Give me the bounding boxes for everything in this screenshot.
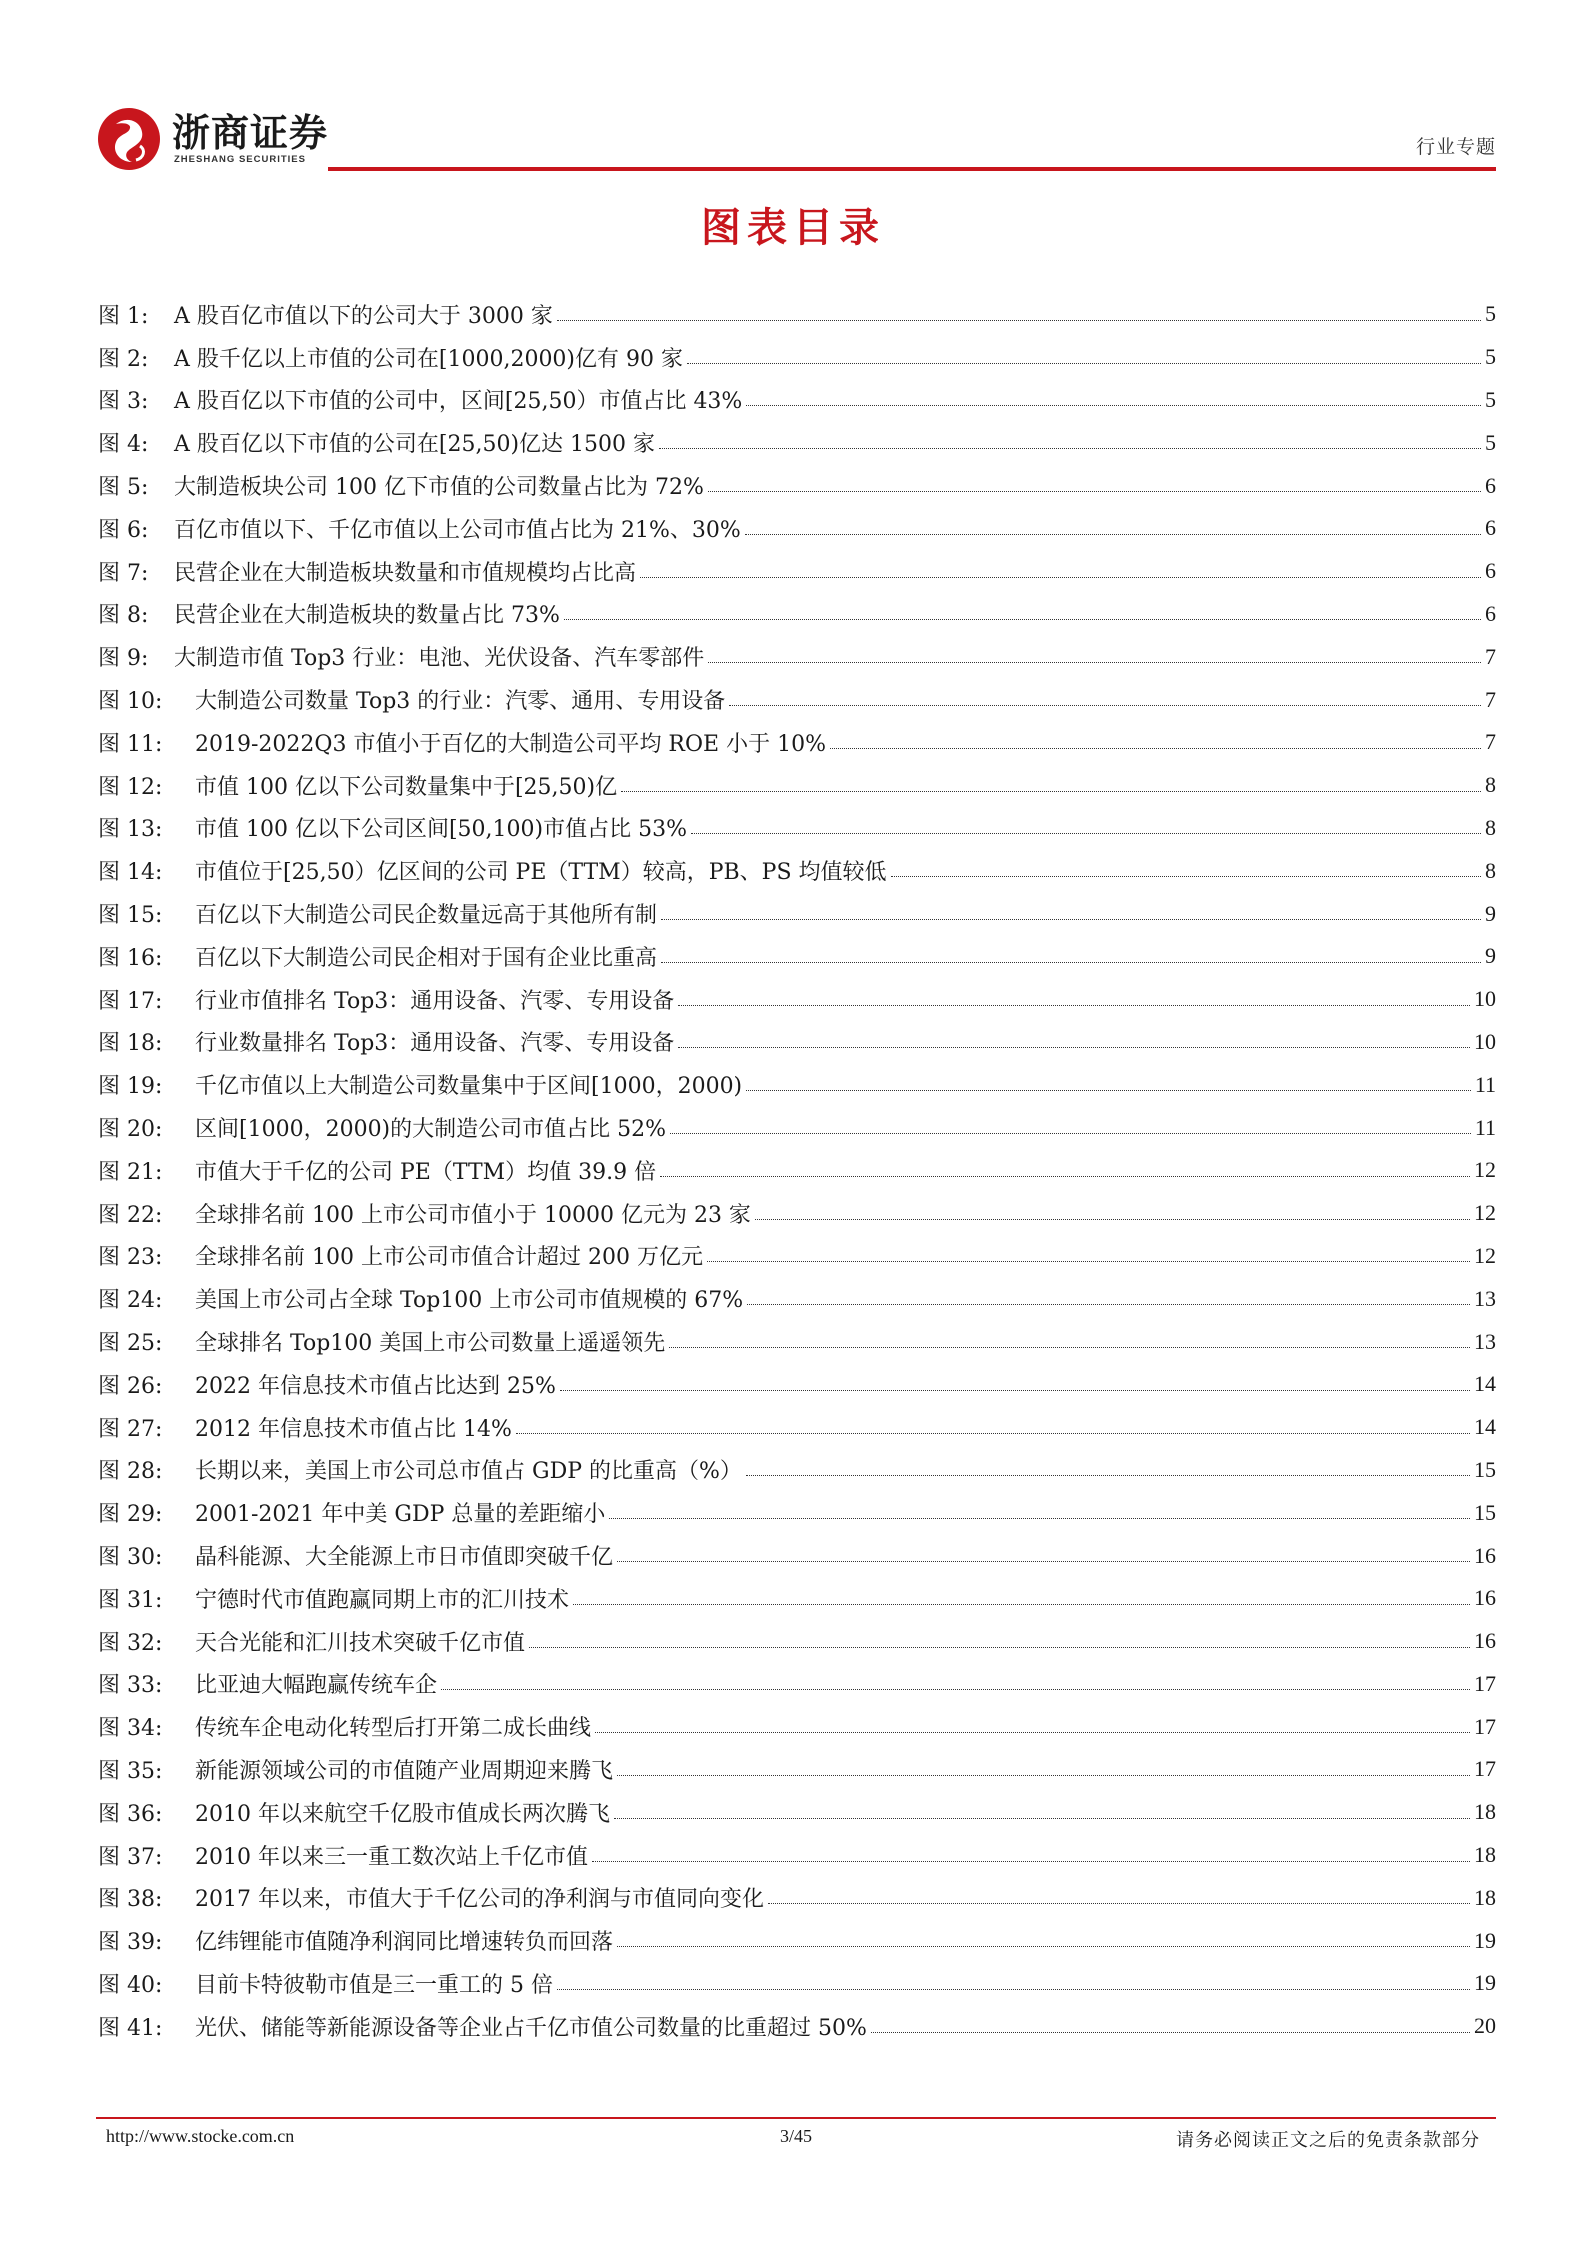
figure-number: 图 24: — [98, 1288, 163, 1314]
figure-number: 图 27: — [98, 1416, 163, 1442]
dot-leader — [557, 1989, 1470, 1990]
page-ref: 8 — [1485, 814, 1496, 840]
page-ref: 8 — [1485, 772, 1496, 798]
figure-number: 图 6: — [98, 517, 149, 543]
page-ref: 12 — [1474, 1200, 1496, 1226]
figure-number: 图 25: — [98, 1331, 163, 1357]
page-ref: 7 — [1485, 643, 1496, 669]
dot-leader — [560, 1390, 1470, 1391]
toc-entry[interactable] — [98, 293, 1496, 336]
figure-number: 图 35: — [98, 1758, 163, 1784]
figure-number: 图 32: — [98, 1630, 163, 1656]
toc-entry[interactable] — [98, 1363, 1496, 1406]
dot-leader — [661, 962, 1481, 963]
toc-entry[interactable] — [98, 1663, 1496, 1706]
page-footer — [96, 2117, 1496, 2153]
figure-caption: 全球排名 Top100 美国上市公司数量上遥遥领先 — [195, 1326, 665, 1357]
figure-caption: 千亿市值以上大制造公司数量集中于区间[1000，2000) — [195, 1069, 742, 1100]
toc-entry[interactable] — [98, 1235, 1496, 1278]
page-ref: 9 — [1485, 900, 1496, 926]
toc-entry[interactable] — [98, 2005, 1496, 2048]
dot-leader — [516, 1433, 1470, 1434]
figure-caption: A 股百亿市值以下的公司大于 3000 家 — [174, 299, 553, 330]
toc-entry[interactable] — [98, 1491, 1496, 1534]
dot-leader — [746, 405, 1481, 406]
page-ref: 9 — [1485, 943, 1496, 969]
dot-leader — [691, 833, 1481, 834]
brand-subtitle: ZHESHANG SECURITIES — [174, 154, 306, 165]
figure-caption: A 股百亿以下市值的公司中，区间[25,50）市值占比 43% — [174, 384, 742, 415]
figure-caption: 2017 年以来，市值大于千亿公司的净利润与市值同向变化 — [195, 1882, 764, 1913]
report-type: 行业专题 — [1415, 136, 1496, 158]
toc-entry[interactable] — [98, 1320, 1496, 1363]
figure-caption: 大制造市值 Top3 行业：电池、光伏设备、汽车零部件 — [174, 641, 704, 672]
dot-leader — [755, 1219, 1470, 1220]
figure-caption: 2001-2021 年中美 GDP 总量的差距缩小 — [195, 1497, 605, 1528]
page-ref: 8 — [1485, 857, 1496, 883]
figure-caption: 比亚迪大幅跑赢传统车企 — [195, 1668, 437, 1699]
dot-leader — [573, 1604, 1470, 1605]
page-ref: 19 — [1474, 1927, 1496, 1953]
figure-caption: 全球排名前 100 上市公司市值小于 10000 亿元为 23 家 — [195, 1198, 751, 1229]
figure-number: 图 12: — [98, 774, 163, 800]
figure-number: 图 7: — [98, 560, 149, 586]
dot-leader — [729, 705, 1481, 706]
page-ref: 7 — [1485, 686, 1496, 712]
dot-leader — [614, 1818, 1470, 1819]
toc-entry[interactable] — [98, 678, 1496, 721]
figure-caption: 百亿以下大制造公司民企数量远高于其他所有制 — [195, 898, 657, 929]
dot-leader — [617, 1561, 1470, 1562]
toc-entry[interactable] — [98, 1876, 1496, 1919]
dot-leader — [708, 662, 1481, 663]
page-title: 图表目录 — [701, 205, 885, 251]
toc-entry[interactable] — [98, 379, 1496, 422]
page-ref: 10 — [1474, 1028, 1496, 1054]
figure-number: 图 39: — [98, 1930, 163, 1956]
figure-number: 图 28: — [98, 1459, 163, 1485]
page-number: 3/45 — [779, 2126, 812, 2146]
toc-entry[interactable] — [98, 1791, 1496, 1834]
figure-caption: 大制造板块公司 100 亿下市值的公司数量占比为 72% — [174, 470, 704, 501]
page-ref: 12 — [1474, 1157, 1496, 1183]
dot-leader — [564, 619, 1481, 620]
figure-caption: 天合光能和汇川技术突破千亿市值 — [195, 1626, 525, 1657]
page-ref: 10 — [1474, 986, 1496, 1012]
figure-caption: 百亿以下大制造公司民企相对于国有企业比重高 — [195, 941, 657, 972]
page-ref: 17 — [1474, 1670, 1496, 1696]
figure-caption: 民营企业在大制造板块数量和市值规模均占比高 — [174, 556, 636, 587]
dot-leader — [747, 1304, 1470, 1305]
figure-number: 图 21: — [98, 1159, 163, 1185]
website-link[interactable]: http://www.stocke.com.cn — [106, 2126, 295, 2146]
figure-number: 图 16: — [98, 945, 163, 971]
figure-number: 图 4: — [98, 432, 149, 458]
dot-leader — [830, 748, 1481, 749]
toc-entry[interactable] — [98, 507, 1496, 550]
figure-number: 图 33: — [98, 1673, 163, 1699]
figure-number: 图 9: — [98, 646, 149, 672]
dot-leader — [660, 1176, 1470, 1177]
toc-entry[interactable] — [98, 1748, 1496, 1791]
figure-caption: 行业数量排名 Top3：通用设备、汽零、专用设备 — [195, 1026, 674, 1057]
figure-caption: 市值大于千亿的公司 PE（TTM）均值 39.9 倍 — [195, 1155, 656, 1186]
page-ref: 15 — [1474, 1499, 1496, 1525]
figure-number: 图 37: — [98, 1844, 163, 1870]
figure-caption: 2019-2022Q3 市值小于百亿的大制造公司平均 ROE 小于 10% — [195, 727, 826, 758]
header-divider — [328, 167, 1496, 171]
page-ref: 12 — [1474, 1242, 1496, 1268]
page-ref: 5 — [1485, 344, 1496, 370]
page-ref: 14 — [1474, 1414, 1496, 1440]
toc-entry[interactable] — [98, 1192, 1496, 1235]
page-header — [96, 96, 1496, 172]
dot-leader — [609, 1518, 1470, 1519]
figure-caption: 宁德时代市值跑赢同期上市的汇川技术 — [195, 1583, 569, 1614]
figure-caption: 大制造公司数量 Top3 的行业：汽零、通用、专用设备 — [195, 684, 725, 715]
dot-leader — [669, 1347, 1470, 1348]
dot-leader — [707, 1261, 1470, 1262]
toc-entry[interactable] — [98, 1705, 1496, 1748]
page-ref: 17 — [1474, 1713, 1496, 1739]
figure-caption: A 股百亿以下市值的公司在[25,50)亿达 1500 家 — [174, 427, 655, 458]
dot-leader — [678, 1047, 1470, 1048]
figure-number: 图 38: — [98, 1887, 163, 1913]
toc-entry[interactable] — [98, 1919, 1496, 1962]
figure-number: 图 41: — [98, 2015, 163, 2041]
page-ref: 6 — [1485, 600, 1496, 626]
toc-entry[interactable] — [98, 807, 1496, 850]
toc-entry[interactable] — [98, 550, 1496, 593]
toc-entry[interactable] — [98, 1534, 1496, 1577]
dot-leader — [640, 577, 1481, 578]
page-ref: 7 — [1485, 729, 1496, 755]
dot-leader — [441, 1689, 1470, 1690]
figure-number: 图 31: — [98, 1587, 163, 1613]
toc-entry[interactable] — [98, 1063, 1496, 1106]
figure-number: 图 22: — [98, 1202, 163, 1228]
page-ref: 20 — [1474, 2013, 1496, 2039]
page-ref: 6 — [1485, 515, 1496, 541]
page-ref: 15 — [1474, 1456, 1496, 1482]
dot-leader — [670, 1133, 1471, 1134]
figure-caption: 区间[1000，2000)的大制造公司市值占比 52% — [195, 1112, 666, 1143]
figure-number: 图 26: — [98, 1373, 163, 1399]
figure-caption: 新能源领域公司的市值随产业周期迎来腾飞 — [195, 1754, 613, 1785]
disclaimer-text: 请务必阅读正文之后的免责条款部分 — [1176, 2130, 1480, 2151]
dot-leader — [661, 919, 1481, 920]
toc-entry[interactable] — [98, 764, 1496, 807]
page-ref: 16 — [1474, 1628, 1496, 1654]
figure-caption: A 股千亿以上市值的公司在[1000,2000)亿有 90 家 — [174, 342, 683, 373]
page-ref: 14 — [1474, 1371, 1496, 1397]
figure-number: 图 10: — [98, 689, 163, 715]
figure-caption: 百亿市值以下、千亿市值以上公司市值占比为 21%、30% — [174, 513, 741, 544]
page-ref: 17 — [1474, 1756, 1496, 1782]
dot-leader — [746, 1090, 1471, 1091]
page-ref: 18 — [1474, 1842, 1496, 1868]
page-ref: 18 — [1474, 1884, 1496, 1910]
dot-leader — [871, 2032, 1470, 2033]
toc-entry[interactable] — [98, 1021, 1496, 1064]
figure-caption: 亿纬锂能市值随净利润同比增速转负而回落 — [195, 1925, 613, 1956]
figure-number: 图 19: — [98, 1074, 163, 1100]
dot-leader — [708, 491, 1481, 492]
dot-leader — [746, 1475, 1470, 1476]
brand-name: 浙商证券 — [172, 111, 329, 155]
figure-number: 图 40: — [98, 1972, 163, 1998]
page-ref: 5 — [1485, 429, 1496, 455]
dot-leader — [617, 1775, 1470, 1776]
toc-entry[interactable] — [98, 1449, 1496, 1492]
toc-entry[interactable] — [98, 421, 1496, 464]
toc-entry[interactable] — [98, 978, 1496, 1021]
toc-entry[interactable] — [98, 1406, 1496, 1449]
figure-caption: 市值位于[25,50）亿区间的公司 PE（TTM）较高，PB、PS 均值较低 — [195, 855, 887, 886]
toc-entry[interactable] — [98, 464, 1496, 507]
figure-number: 图 1: — [98, 303, 149, 329]
page-ref: 5 — [1485, 301, 1496, 327]
figure-number: 图 29: — [98, 1502, 163, 1528]
figure-caption: 2012 年信息技术市值占比 14% — [195, 1412, 512, 1443]
figure-number: 图 14: — [98, 860, 163, 886]
toc-entry[interactable] — [98, 336, 1496, 379]
toc-entry[interactable] — [98, 1577, 1496, 1620]
figure-caption: 2022 年信息技术市值占比达到 25% — [195, 1369, 556, 1400]
figure-number: 图 13: — [98, 817, 163, 843]
figure-list — [98, 293, 1496, 2048]
toc-entry[interactable] — [98, 721, 1496, 764]
page-ref: 11 — [1474, 1071, 1496, 1097]
toc-entry[interactable] — [98, 1962, 1496, 2005]
toc-entry[interactable] — [98, 892, 1496, 935]
dot-leader — [592, 1861, 1470, 1862]
toc-entry[interactable] — [98, 1149, 1496, 1192]
figure-caption: 市值 100 亿以下公司数量集中于[25,50)亿 — [195, 770, 617, 801]
figure-caption: 民营企业在大制造板块的数量占比 73% — [174, 598, 560, 629]
toc-entry[interactable] — [98, 1106, 1496, 1149]
figure-number: 图 11: — [98, 731, 163, 757]
toc-entry[interactable] — [98, 593, 1496, 636]
figure-number: 图 15: — [98, 903, 163, 929]
figure-caption: 目前卡特彼勒市值是三一重工的 5 倍 — [195, 1968, 553, 1999]
figure-number: 图 2: — [98, 346, 149, 372]
page-ref: 16 — [1474, 1585, 1496, 1611]
toc-entry[interactable] — [98, 1277, 1496, 1320]
page-ref: 6 — [1485, 558, 1496, 584]
toc-entry[interactable] — [98, 1834, 1496, 1877]
page-ref: 11 — [1474, 1114, 1496, 1140]
dot-leader — [659, 448, 1481, 449]
figure-number: 图 8: — [98, 603, 149, 629]
toc-entry[interactable] — [98, 849, 1496, 892]
figure-number: 图 18: — [98, 1031, 163, 1057]
page-ref: 19 — [1474, 1970, 1496, 1996]
figure-caption: 光伏、储能等新能源设备等企业占千亿市值公司数量的比重超过 50% — [195, 2011, 867, 2042]
figure-caption: 晶科能源、大全能源上市日市值即突破千亿 — [195, 1540, 613, 1571]
figure-number: 图 5: — [98, 475, 149, 501]
figure-caption: 美国上市公司占全球 Top100 上市公司市值规模的 67% — [195, 1283, 743, 1314]
page-ref: 18 — [1474, 1799, 1496, 1825]
dot-leader — [595, 1732, 1470, 1733]
figure-number: 图 20: — [98, 1117, 163, 1143]
figure-caption: 2010 年以来航空千亿股市值成长两次腾飞 — [195, 1797, 610, 1828]
page-ref: 16 — [1474, 1542, 1496, 1568]
figure-caption: 2010 年以来三一重工数次站上千亿市值 — [195, 1840, 588, 1871]
dot-leader — [768, 1903, 1470, 1904]
dot-leader — [891, 876, 1481, 877]
dot-leader — [678, 1005, 1470, 1006]
dot-leader — [557, 320, 1481, 321]
figure-number: 图 34: — [98, 1716, 163, 1742]
toc-entry[interactable] — [98, 1620, 1496, 1663]
figure-caption: 市值 100 亿以下公司区间[50,100)市值占比 53% — [195, 812, 687, 843]
zheshang-logo-icon — [96, 106, 162, 172]
dot-leader — [617, 1946, 1470, 1947]
page-ref: 13 — [1474, 1285, 1496, 1311]
page-ref: 6 — [1485, 472, 1496, 498]
dot-leader — [529, 1647, 1470, 1648]
figure-number: 图 3: — [98, 389, 149, 415]
figure-number: 图 36: — [98, 1801, 163, 1827]
figure-caption: 传统车企电动化转型后打开第二成长曲线 — [195, 1711, 591, 1742]
figure-caption: 全球排名前 100 上市公司市值合计超过 200 万亿元 — [195, 1240, 703, 1271]
page-ref: 13 — [1474, 1328, 1496, 1354]
dot-leader — [687, 363, 1481, 364]
toc-entry[interactable] — [98, 635, 1496, 678]
toc-entry[interactable] — [98, 935, 1496, 978]
page-ref: 5 — [1485, 386, 1496, 412]
figure-number: 图 30: — [98, 1545, 163, 1570]
dot-leader — [745, 534, 1481, 535]
figure-number: 图 23: — [98, 1245, 163, 1271]
dot-leader — [621, 791, 1481, 792]
figure-caption: 行业市值排名 Top3：通用设备、汽零、专用设备 — [195, 984, 674, 1015]
figure-caption: 长期以来，美国上市公司总市值占 GDP 的比重高（%） — [195, 1454, 742, 1485]
figure-number: 图 17: — [98, 988, 163, 1014]
